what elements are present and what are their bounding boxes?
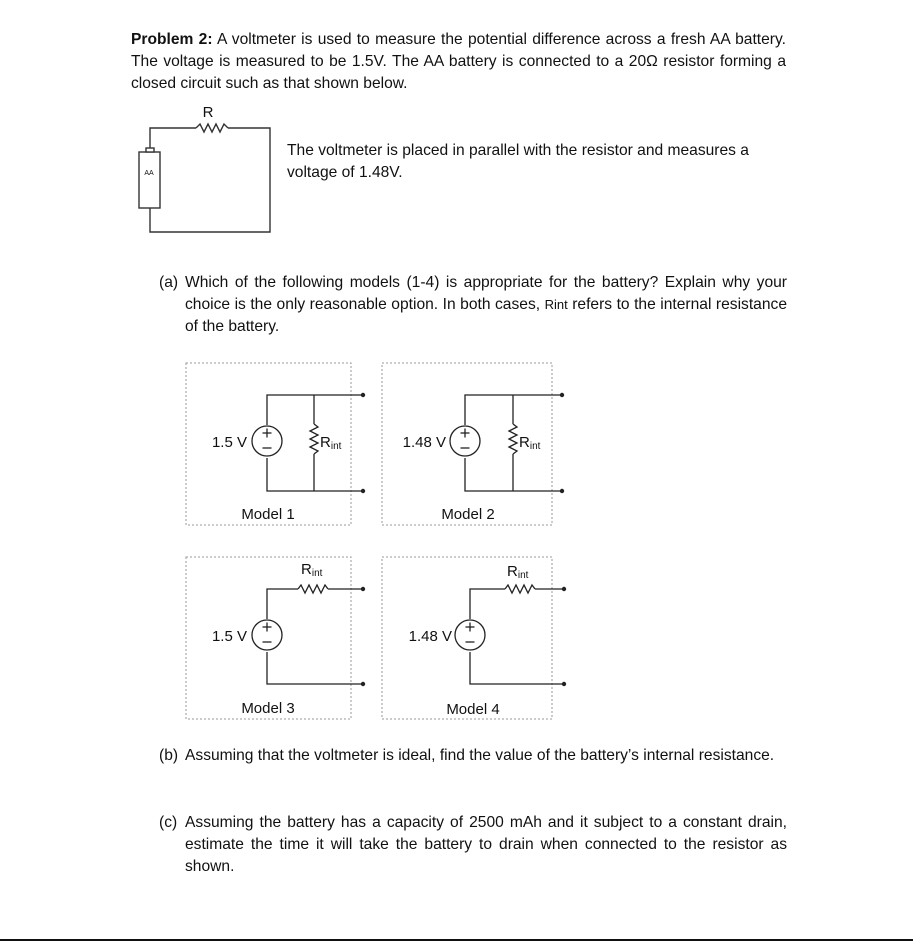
model-1-rint-label: Rint (320, 434, 342, 452)
model-3 (186, 557, 365, 719)
question-a-label: (a) (159, 274, 179, 291)
rint-resistor-icon (505, 585, 535, 593)
rint-resistor-icon (509, 424, 517, 454)
model-4-rint-label: Rint (507, 563, 529, 581)
rint-resistor-icon (298, 585, 328, 593)
model-4 (382, 557, 566, 719)
question-b-text: Assuming that the voltmeter is ideal, find the value of the battery’s internal resistance. (185, 747, 775, 764)
model-2-voltage: 1.48 V (402, 434, 446, 451)
voltmeter-note: The voltmeter is placed in parallel with the resistor and measures a voltage of 1.48V. (287, 142, 749, 181)
question-b-label: (b) (159, 747, 179, 764)
model-4-voltage: 1.48 V (408, 628, 452, 645)
model-2-label: Model 2 (441, 506, 495, 523)
battery-label: AA (144, 170, 154, 177)
question-c-text: Assuming the battery has a capacity of 2500 mAh and it subject to a constant drain, estimate the time it will take the battery to drain when connected to the resistor as shown. (185, 814, 787, 875)
model-1-voltage: 1.5 V (211, 434, 247, 451)
main-resistor-icon (196, 124, 228, 132)
model-4-label: Model 4 (446, 701, 500, 718)
rint-term: Rint (544, 297, 568, 312)
model-3-label: Model 3 (241, 700, 295, 717)
model-2 (382, 363, 564, 525)
question-a-text: Which of the following models (1-4) is appropriate for the battery? Explain why your choice is the only reasonable option. In both cases, Rint refers to the internal resistance of the battery. (185, 274, 787, 335)
main-circuit (139, 124, 270, 232)
problem-label: Problem 2: (131, 31, 213, 48)
aa-battery-icon (139, 152, 160, 208)
model-1 (186, 363, 365, 525)
model-3-rint-label: Rint (301, 561, 323, 579)
problem-text: A voltmeter is used to measure the potential difference across a fresh AA battery. The voltage is measured to be 1.5V. The AA battery is connected to a 20Ω resistor forming a closed circuit such as that shown below. (131, 31, 786, 92)
question-c-label: (c) (159, 814, 178, 831)
model-2-rint-label: Rint (519, 434, 541, 452)
main-circuit-wire (150, 128, 196, 152)
rint-resistor-icon (310, 424, 318, 454)
main-resistor-label: R (202, 104, 214, 121)
model-3-voltage: 1.5 V (211, 628, 247, 645)
model-1-label: Model 1 (241, 506, 295, 523)
page-bottom-rule (0, 939, 913, 941)
